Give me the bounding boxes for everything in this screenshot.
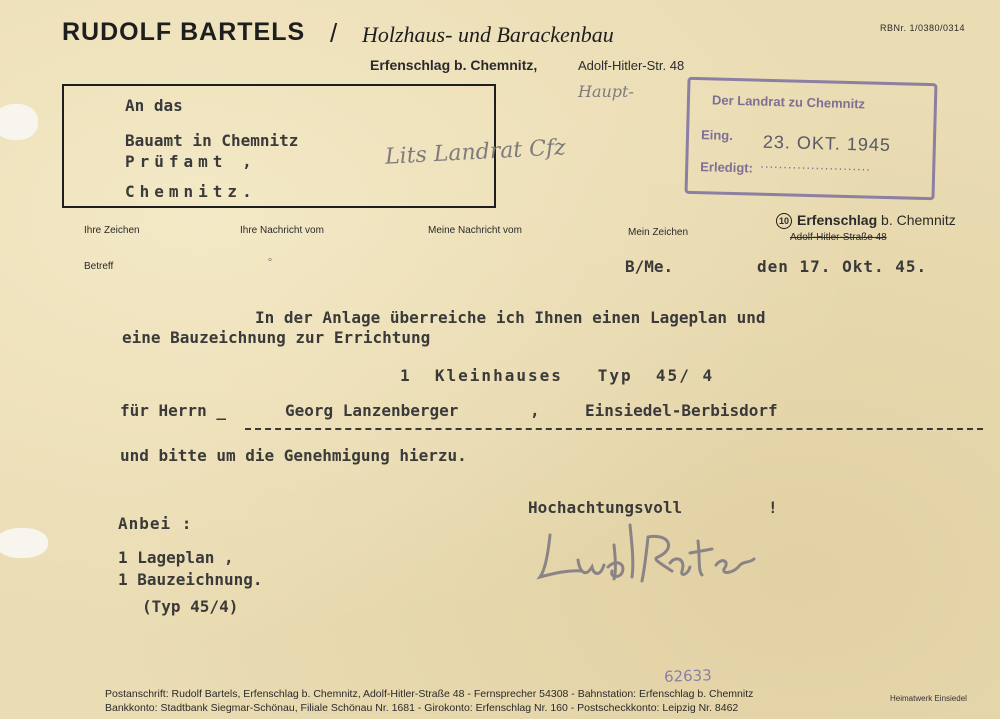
body-line-1: In der Anlage überreiche ich Ihnen einen Lageplan und (255, 308, 766, 327)
letter-date: den 17. Okt. 45. (757, 257, 928, 276)
body-line-2: eine Bauzeichnung zur Errichtung (122, 328, 431, 347)
client-name: Georg Lanzenberger (285, 401, 459, 420)
sender-location (776, 212, 956, 229)
closing-exclamation: ! (768, 498, 778, 517)
label-ihre-nachricht: Ihre Nachricht vom (240, 225, 324, 236)
recipient-line-1: An das (125, 96, 183, 115)
attachment-item-1: 1 Lageplan , (118, 548, 234, 567)
footer-line-2: Bankkonto: Stadtbank Siegmar-Schönau, Filiale Schönau Nr. 1681 - Girokonto: Erfenschlag Nr. 160 - Postscheckkonto: Leipzig Nr. 8462 (105, 702, 739, 714)
rb-number: RBNr. 1/0380/0314 (880, 23, 966, 33)
handwritten-signature (530, 515, 760, 595)
label-ihre-zeichen: Ihre Zeichen (84, 225, 140, 236)
attachments-title: Anbei : (118, 514, 193, 533)
attachment-item-2: 1 Bauzeichnung. (118, 570, 263, 589)
label-meine-nachricht: Meine Nachricht vom (428, 225, 522, 236)
label-betreff: Betreff (84, 261, 114, 272)
recipient-line-2: Bauamt in Chemnitz (125, 131, 299, 150)
stamp-date: 23. OKT. 1945 (762, 131, 892, 156)
recipient-line-4: Chemnitz. (125, 182, 257, 201)
recipient-line-3: Prüfamt , (125, 152, 257, 171)
paper-tear-top (0, 104, 38, 140)
stamp-authority: Der Landrat zu Chemnitz (711, 92, 866, 112)
business-description: Holzhaus- und Barackenbau (362, 22, 614, 47)
company-name: RUDOLF BARTELS (62, 18, 306, 46)
label-mein-zeichen: Mein Zeichen (628, 227, 689, 238)
stamp-eing-label: Eing. (700, 127, 734, 143)
attachment-item-3: (Typ 45/4) (142, 597, 239, 616)
postal-district-number: 10 (776, 213, 792, 229)
letterhead-street: Adolf-Hitler-Str. 48 (578, 58, 685, 73)
letterhead-slash: / (330, 18, 338, 48)
dashed-underline (245, 428, 983, 430)
sender-street-struck: Adolf-Hitler-Straße 48 (790, 232, 887, 243)
stamp-erledigt-label: Erledigt: (700, 159, 754, 176)
body-line-3: 1 Kleinhauses Typ 45/ 4 (400, 366, 715, 385)
footer-line-1: Postanschrift: Rudolf Bartels, Erfenschlag b. Chemnitz, Adolf-Hitler-Straße 48 - Fernsprecher 54308 - Bahnstation: Erfenschlag b. Chemnitz (105, 688, 754, 700)
small-mark: ° (268, 257, 272, 268)
client-place: Einsiedel-Berbisdorf (585, 401, 778, 420)
receipt-stamp (685, 77, 938, 201)
archive-watermark: Heimatwerk Einsiedel (890, 694, 967, 703)
handwritten-haupt: Haupt- (578, 82, 634, 101)
handwritten-note: Lits Landrat Cfz (384, 135, 567, 170)
letterhead-location: Erfenschlag b. Chemnitz, (370, 57, 538, 73)
body-line-4-prefix: für Herrn _ (120, 401, 226, 420)
stamp-dots: ........................ (760, 155, 872, 174)
paper-tear-bottom (0, 528, 48, 558)
body-line-5: und bitte um die Genehmigung hierzu. (120, 446, 467, 465)
body-line-4-comma: , (530, 401, 540, 420)
pencil-archive-number: 62633 (663, 666, 713, 686)
sender-town: Erfenschlag (797, 212, 878, 228)
sender-town-suffix: b. Chemnitz (881, 212, 956, 228)
closing-salutation: Hochachtungsvoll (528, 498, 683, 517)
reference-code: B/Me. (625, 257, 674, 276)
